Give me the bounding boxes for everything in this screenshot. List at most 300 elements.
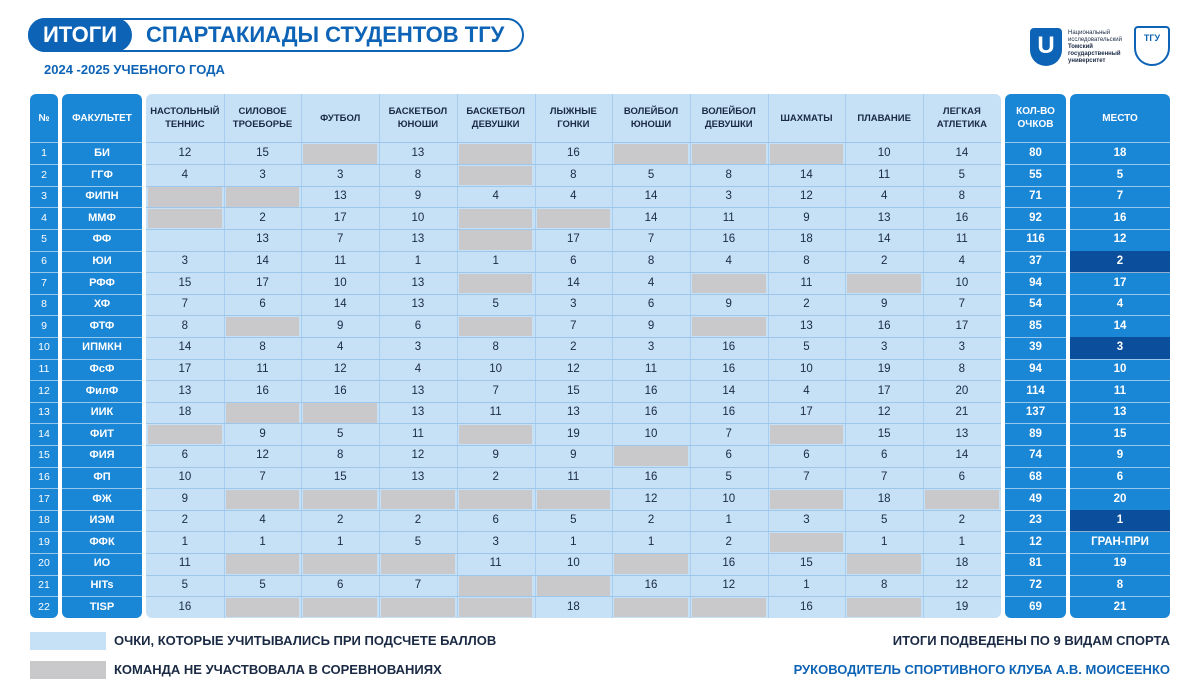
score-cell [847,554,921,574]
score-cell: 3 [958,341,966,354]
header-sport: БАСКЕТБОЛ ДЕВУШКИ [466,106,525,130]
row-points: 49 [1029,492,1042,505]
score-cell: 7 [492,384,499,397]
score-cell: 14 [800,168,813,181]
row-points: 23 [1029,514,1042,527]
score-cell: 15 [178,276,192,289]
score-cell: 4 [725,255,732,268]
score-cell: 6 [570,255,577,268]
score-cell: 1 [647,535,655,548]
row-points: 81 [1029,557,1042,570]
score-cell: 5 [570,514,577,527]
row-number: 19 [38,535,50,548]
score-cell: 13 [566,406,580,419]
score-cell [226,317,300,337]
score-cell: 5 [181,579,189,592]
row-points: 80 [1029,147,1042,159]
score-cell: 4 [181,168,189,181]
score-cell: 16 [644,579,658,592]
legend-swatch-counted [30,632,106,650]
row-faculty: ММФ [88,211,116,224]
score-cell: 17 [333,211,347,224]
score-cell: 11 [645,363,657,376]
score-cell: 12 [566,363,580,376]
score-cell [381,490,455,510]
score-cell: 7 [414,579,422,592]
row-place: 12 [1113,233,1127,246]
score-cell: 10 [566,557,580,570]
score-cell: 14 [644,211,658,224]
score-cell: 5 [259,579,266,592]
header-sport: БАСКЕТБОЛ ЮНОШИ [388,106,448,130]
row-number: 5 [41,233,47,246]
legend-counted: ОЧКИ, КОТОРЫЕ УЧИТЫВАЛИСЬ ПРИ ПОДСЧЕТЕ БАЛЛОВ [114,633,497,648]
score-cell: 10 [644,427,658,440]
score-cell [847,598,921,618]
score-cell [459,274,533,294]
tsu-logo [1030,28,1136,68]
column-divider [845,94,846,618]
score-cell [459,576,533,596]
score-cell: 13 [178,384,192,397]
score-cell: 4 [492,190,499,203]
title-highlight: ИТОГИ [28,18,132,52]
score-cell: 11 [489,406,502,419]
row-faculty: ФЖ [92,492,112,505]
score-cell: 10 [877,147,891,160]
score-cell: 8 [958,363,966,376]
score-cell: 16 [877,319,891,332]
score-cell: 12 [411,449,425,462]
score-cell: 19 [955,600,969,613]
column-divider [535,94,536,618]
score-cell: 3 [181,255,189,268]
score-cell [770,490,844,510]
score-cell: 10 [489,363,503,376]
score-cell: 11 [722,211,735,224]
score-cell: 1 [259,535,266,548]
score-cell: 17 [566,233,580,246]
score-cell: 6 [414,319,422,332]
score-cell: 4 [803,384,810,397]
score-cell: 4 [337,341,344,354]
header-sport: ФУТБОЛ [320,112,361,124]
score-cell: 16 [722,363,736,376]
logo-small-text: Национальный исследовательский [1068,30,1122,43]
score-cell: 8 [958,190,966,203]
score-cell: 18 [566,600,580,613]
score-cell [226,403,300,423]
score-cell: 11 [567,471,580,484]
row-faculty: ИИК [90,406,114,419]
score-cell: 14 [955,147,969,160]
score-cell: 13 [256,233,269,246]
row-points: 116 [1026,233,1045,246]
score-cell: 2 [725,535,732,548]
row-faculty: ХФ [93,298,111,311]
row-faculty: ФИЯ [89,449,115,462]
score-cell: 10 [800,363,813,376]
score-cell [459,144,533,164]
score-cell: 2 [570,341,577,354]
row-points: 71 [1029,190,1042,203]
score-cell: 2 [337,514,344,527]
row-place: 17 [1113,276,1127,289]
row-place: 2 [1070,251,1170,273]
row-place: 4 [1116,298,1124,311]
score-cell: 10 [411,211,425,224]
row-faculty: ГГФ [91,168,113,181]
score-cell [148,230,222,250]
row-place: 14 [1113,319,1127,332]
score-cell [303,490,377,510]
score-cell: 13 [411,406,425,419]
score-cell [459,230,533,250]
row-faculty: ФП [93,471,111,483]
score-cell: 11 [256,363,269,376]
row-number: 10 [38,341,50,354]
score-cell: 7 [181,298,189,311]
score-cell: 7 [958,298,966,311]
score-cell: 4 [880,190,888,203]
row-number: 3 [41,190,47,203]
row-points: 89 [1029,427,1042,440]
score-cell: 15 [800,557,813,570]
row-place: 11 [1113,384,1127,397]
score-cell: 8 [492,341,499,354]
row-points: 39 [1029,341,1042,354]
score-cell: 5 [880,514,888,527]
row-faculty: ИЭМ [89,514,115,527]
score-cell [226,490,300,510]
row-faculty: ФИПН [85,190,119,203]
score-cell: 13 [877,211,891,224]
page-title: СПАРТАКИАДЫ СТУДЕНТОВ ТГУ [146,22,505,47]
score-cell: 8 [414,168,422,181]
header-sport: ВОЛЕЙБОЛ ДЕВУШКИ [701,106,756,130]
score-cell [770,425,844,445]
score-cell: 14 [955,449,969,462]
score-cell: 8 [259,341,266,354]
score-cell: 8 [181,319,189,332]
row-number: 12 [38,384,50,397]
row-number: 21 [38,579,50,591]
score-cell: 17 [178,363,192,376]
score-cell: 16 [722,406,736,419]
header-place: МЕСТО [1102,112,1138,124]
column-divider [690,94,691,618]
score-cell: 1 [570,535,577,548]
score-cell: 16 [722,233,736,246]
score-cell: 2 [958,514,966,527]
score-cell [303,403,377,423]
score-cell: 2 [492,471,499,484]
score-cell: 2 [880,255,888,268]
score-cell: 6 [337,579,344,592]
row-number: 18 [38,514,50,527]
score-cell: 5 [337,427,344,440]
score-cell: 14 [256,255,269,268]
row-place: 9 [1116,449,1124,462]
score-cell: 5 [725,471,732,484]
column-divider [301,94,302,618]
score-cell: 10 [178,471,192,484]
score-cell: 8 [803,255,810,268]
row-place: ГРАН-ПРИ [1091,535,1149,548]
row-points: 94 [1029,276,1042,289]
row-points: 12 [1029,535,1042,548]
score-cell: 8 [337,449,344,462]
score-cell: 10 [955,276,969,289]
academic-year: 2024 -2025 УЧЕБНОГО ГОДА [44,62,225,77]
row-number: 14 [38,427,50,440]
score-cell [614,554,688,574]
row-points: 54 [1029,298,1042,311]
row-number: 8 [41,298,47,311]
header-sport: СИЛОВОЕ ТРОЕБОРЬЕ [232,106,293,130]
score-cell [925,490,999,510]
score-cell [692,598,766,618]
score-cell: 9 [803,211,810,224]
row-number: 20 [38,557,50,570]
row-faculty: ФТФ [89,319,115,332]
score-cell [459,598,533,618]
row-place: 6 [1116,471,1124,483]
score-cell: 5 [803,341,810,354]
score-cell: 7 [337,233,344,246]
score-cell [459,166,533,186]
score-cell: 13 [411,471,425,484]
score-cell: 6 [259,298,266,311]
score-cell: 6 [958,471,966,484]
row-points: 94 [1029,363,1042,375]
row-number: 6 [41,255,47,267]
score-cell: 8 [880,579,888,592]
column-divider [612,94,613,618]
row-points: 92 [1029,211,1042,224]
legend-swatch-absent [30,661,106,679]
row-faculty: TISP [89,600,115,613]
score-cell: 6 [880,449,888,462]
score-cell: 8 [725,168,732,181]
row-number: 15 [38,449,50,462]
row-number: 11 [38,363,50,375]
row-points: 85 [1029,319,1042,332]
score-cell: 7 [803,471,810,484]
row-faculty: ИО [93,557,111,570]
row-faculty: ФилФ [85,384,119,397]
score-cell: 16 [644,384,658,397]
row-faculty: БИ [94,147,110,159]
score-cell: 11 [955,233,968,246]
score-cell: 13 [411,147,425,160]
row-faculty: ФсФ [89,363,115,375]
score-cell: 16 [566,147,580,160]
score-cell: 10 [722,492,736,505]
score-cell: 3 [725,190,732,203]
score-cell: 9 [181,492,189,505]
score-cell: 1 [803,579,810,592]
score-cell: 14 [566,276,580,289]
score-cell: 5 [647,168,655,181]
score-cell [459,317,533,337]
row-faculty: ФФ [92,233,112,246]
score-cell [303,598,377,618]
row-faculty: HITs [90,579,114,591]
row-place: 16 [1113,211,1127,224]
score-cell [614,144,688,164]
score-cell [847,274,921,294]
column-divider [379,94,380,618]
summary-note: ИТОГИ ПОДВЕДЕНЫ ПО 9 ВИДАМ СПОРТА [892,633,1170,648]
score-cell: 12 [256,449,269,462]
score-cell: 4 [647,276,655,289]
row-place: 3 [1070,337,1170,359]
score-cell: 16 [955,211,969,224]
row-points: 69 [1029,600,1042,613]
score-cell: 20 [955,384,969,397]
row-points: 37 [1029,255,1042,267]
row-number: 9 [41,319,47,332]
score-cell: 3 [570,298,577,311]
score-cell [226,554,300,574]
logo-university-name: Томский государственный университет [1068,44,1121,64]
score-cell: 8 [570,168,577,181]
header-points: КОЛ-ВО ОЧКОВ [1016,106,1055,130]
row-place: 13 [1113,406,1127,419]
score-cell: 9 [414,190,422,203]
score-cell: 17 [800,406,813,419]
score-cell: 13 [411,276,425,289]
score-cell: 3 [337,168,344,181]
row-faculty: ФИТ [89,427,114,440]
header-sport: ЛЫЖНЫЕ ГОНКИ [549,106,597,130]
score-cell: 16 [722,557,736,570]
row-place: 15 [1113,427,1127,440]
row-place: 20 [1113,492,1127,505]
score-cell: 14 [722,384,736,397]
score-cell: 11 [489,557,502,570]
score-cell: 16 [644,406,658,419]
row-place: 18 [1113,147,1127,159]
score-cell: 1 [958,535,966,548]
score-cell [459,209,533,229]
score-cell: 9 [880,298,888,311]
score-cell: 11 [178,557,191,570]
score-cell: 19 [877,363,891,376]
score-cell: 7 [570,319,577,332]
sport-club-logo [1134,26,1170,66]
score-cell: 15 [566,384,580,397]
score-cell: 1 [492,255,499,268]
score-cell [537,576,611,596]
score-cell: 9 [647,319,655,332]
score-cell: 1 [880,535,888,548]
score-cell: 12 [722,579,736,592]
row-points: 68 [1029,471,1042,483]
score-cell: 12 [333,363,347,376]
score-cell [459,490,533,510]
sport-club-logo-text: ТГУ [1143,33,1161,43]
column-divider [224,94,225,618]
score-cell: 6 [803,449,810,462]
score-cell: 18 [955,557,969,570]
score-cell: 3 [647,341,655,354]
row-points: 137 [1025,406,1046,419]
score-cell: 7 [725,427,732,440]
score-cell: 13 [800,319,813,332]
score-cell [692,144,766,164]
score-cell [537,490,611,510]
score-cell: 2 [414,514,422,527]
score-cell [770,533,844,553]
score-cell: 8 [647,255,655,268]
score-cell: 9 [337,319,344,332]
score-cell: 17 [955,319,969,332]
score-cell: 3 [803,514,810,527]
score-cell [692,317,766,337]
score-cell: 13 [411,298,425,311]
score-cell [459,425,533,445]
row-place: 10 [1113,363,1127,375]
score-cell: 12 [178,147,192,160]
score-cell: 6 [181,449,189,462]
score-cell: 4 [570,190,577,203]
score-cell: 6 [492,514,499,527]
score-cell: 13 [411,384,425,397]
score-cell: 14 [178,341,192,354]
column-divider [457,94,458,618]
score-cell: 17 [877,384,891,397]
row-points: 72 [1029,579,1042,591]
score-cell: 1 [725,514,732,527]
score-cell: 2 [647,514,655,527]
row-place: 5 [1116,168,1124,181]
score-cell: 7 [259,471,266,484]
row-number: 2 [41,168,47,181]
score-cell: 12 [955,579,969,592]
score-cell [148,209,222,229]
score-cell: 9 [725,298,732,311]
score-cell: 5 [958,168,966,181]
score-cell: 5 [492,298,499,311]
legend-absent: КОМАНДА НЕ УЧАСТВОВАЛА В СОРЕВНОВАНИЯХ [114,662,442,677]
score-cell: 5 [414,535,422,548]
score-cell: 1 [181,535,189,548]
logo-text [1068,30,1138,65]
header-sport: ШАХМАТЫ [780,112,833,124]
score-cell: 3 [414,341,422,354]
score-cell: 16 [644,471,658,484]
score-cell: 13 [955,427,969,440]
score-cell [148,187,222,207]
header-sport: НАСТОЛЬНЫЙ ТЕННИС [150,106,220,130]
score-cell: 7 [880,471,888,484]
row-place: 21 [1113,600,1127,613]
score-cell: 14 [333,298,347,311]
score-cell: 11 [878,168,891,181]
row-number: 22 [38,600,50,613]
score-cell: 2 [181,514,189,527]
score-cell: 12 [877,406,891,419]
row-number: 16 [38,471,50,483]
score-cell: 13 [333,190,347,203]
score-cell: 4 [414,363,422,376]
score-cell [692,274,766,294]
score-cell [226,598,300,618]
score-cell: 6 [725,449,732,462]
score-cell: 9 [492,449,499,462]
